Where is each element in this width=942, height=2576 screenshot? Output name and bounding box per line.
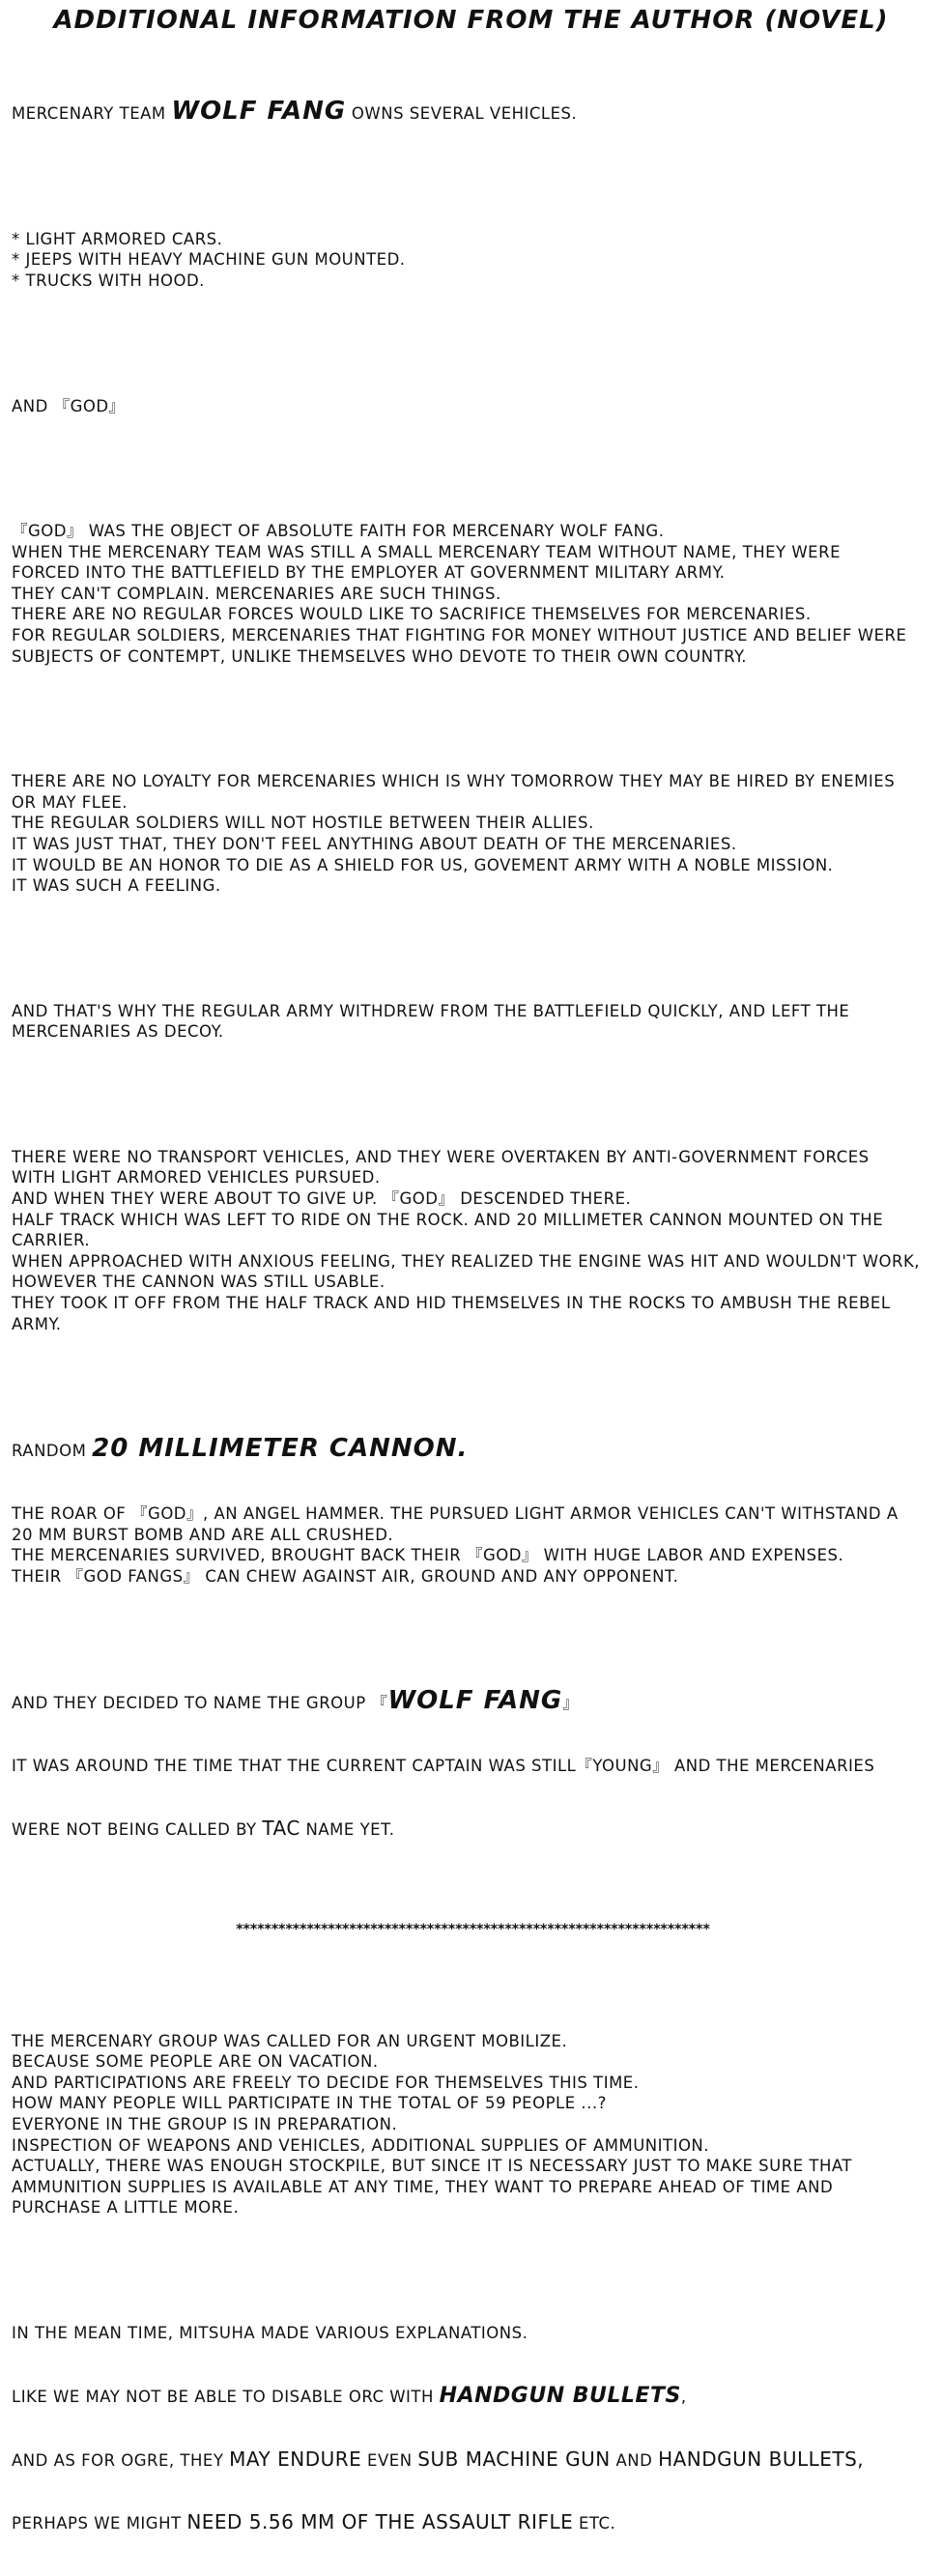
cannon-emphasis: 20 MILLIMETER CANNON.: [92, 1434, 469, 1464]
text-line: IT WAS SUCH A FEELING.: [12, 876, 221, 896]
handgun-post: ,: [680, 2387, 687, 2406]
ogre-f: HANDGUN BULLETS,: [658, 2447, 865, 2471]
article-body: [12, 60, 934, 2576]
text-line: CARRIER.: [12, 1231, 91, 1250]
text-line: THE REGULAR SOLDIERS WILL NOT HOSTILE BETWEEN THEIR ALLIES.: [12, 814, 594, 833]
paragraph-4: [12, 1147, 934, 1334]
handgun-line: [12, 2383, 934, 2408]
text-line: THERE ARE NO LOYALTY FOR MERCENARIES WHICH IS WHY TOMORROW THEY MAY BE HIRED BY ENEMIES: [12, 772, 896, 791]
text-line: ACTUALLY, THERE WAS ENOUGH STOCKPILE, BUT SINCE IT IS NECESSARY JUST TO MAKE SURE THAT: [12, 2157, 852, 2176]
rifle-c: ETC.: [573, 2514, 616, 2533]
paragraph-1: [12, 521, 934, 667]
ogre-a: AND AS FOR OGRE, THEY: [12, 2450, 230, 2470]
text-line: WHEN THE MERCENARY TEAM WAS STILL A SMALL MERCENARY TEAM WITHOUT NAME, THEY WERE: [12, 542, 841, 561]
paragraph-2: [12, 771, 934, 897]
text-line: BECAUSE SOME PEOPLE ARE ON VACATION.: [12, 2052, 379, 2072]
text-line: 20 MM BURST BOMB AND ARE ALL CRUSHED.: [12, 1525, 394, 1544]
tac-line: [12, 1818, 934, 1841]
section-separator: *******************************************************************: [236, 1922, 710, 1938]
text-line: ARMY.: [12, 1314, 62, 1333]
page-title: ADDITIONAL INFORMATION FROM THE AUTHOR (NOVEL): [53, 6, 889, 35]
text-line: MERCENARIES AS DECOY.: [12, 1022, 224, 1042]
paragraph-5: [12, 1503, 934, 1587]
text-line: IT WAS JUST THAT, THEY DON'T FEEL ANYTHING ABOUT DEATH OF THE MERCENARIES.: [12, 834, 737, 853]
tac-post: NAME YET.: [300, 1819, 395, 1839]
text-line: IT WOULD BE AN HONOR TO DIE AS A SHIELD FOR US, GOVEMENT ARMY WITH A NOBLE MISSION.: [12, 855, 834, 874]
text-line: FOR REGULAR SOLDIERS, MERCENARIES THAT FIGHTING FOR MONEY WITHOUT JUSTICE AND BELIEF WERE: [12, 626, 907, 645]
intro-line: [12, 97, 934, 127]
cannon-line: [12, 1434, 934, 1464]
rifle-b: NEED 5.56 MM OF THE ASSAULT RIFLE: [186, 2510, 574, 2534]
tac-word: TAC: [262, 1816, 300, 1840]
handgun-pre: LIKE WE MAY NOT BE ABLE TO DISABLE ORC WITH: [12, 2387, 440, 2406]
text-line: HOWEVER THE CANNON WAS STILL USABLE.: [12, 1273, 385, 1292]
rifle-line: [12, 2512, 934, 2534]
intro-post: OWNS SEVERAL VEHICLES.: [346, 104, 578, 124]
text-line: AND THAT'S WHY THE REGULAR ARMY WITHDREW FROM THE BATTLEFIELD QUICKLY, AND LEFT THE: [12, 1001, 850, 1020]
text-line: THERE ARE NO REGULAR FORCES WOULD LIKE TO SACRIFICE THEMSELVES FOR MERCENARIES.: [12, 605, 812, 624]
text-line: THE ROAR OF 『GOD』, AN ANGEL HAMMER. THE PURSUED LIGHT ARMOR VEHICLES CAN'T WITHSTAND A: [12, 1503, 899, 1523]
text-line: INSPECTION OF WEAPONS AND VEHICLES, ADDITIONAL SUPPLIES OF AMMUNITION.: [12, 2135, 710, 2155]
text-line: THEIR 『GOD FANGS』 CAN CHEW AGAINST AIR, GROUND AND ANY OPPONENT.: [12, 1566, 679, 1586]
text-line: WITH LIGHT ARMORED VEHICLES PURSUED.: [12, 1168, 381, 1188]
and-god-line: AND 『GOD』: [12, 396, 126, 415]
naming-pre: AND THEY DECIDED TO NAME THE GROUP 『: [12, 1694, 388, 1713]
text-line: 『GOD』 WAS THE OBJECT OF ABSOLUTE FAITH FOR MERCENARY WOLF FANG.: [12, 522, 665, 541]
explanation-line: IN THE MEAN TIME, MITSUHA MADE VARIOUS EXPLANATIONS.: [12, 2323, 528, 2342]
text-line: AND WHEN THEY WERE ABOUT TO GIVE UP. 『GOD』 DESCENDED THERE.: [12, 1189, 632, 1209]
text-line: WHEN APPROACHED WITH ANXIOUS FEELING, THEY REALIZED THE ENGINE WAS HIT AND WOULDN'T WORK,: [12, 1251, 921, 1271]
group-name-emphasis: WOLF FANG: [387, 1686, 563, 1716]
text-line: FORCED INTO THE BATTLEFIELD BY THE EMPLOYER AT GOVERNMENT MILITARY ARMY.: [12, 563, 726, 583]
text-line: EVERYONE IN THE GROUP IS IN PREPARATION.: [12, 2115, 398, 2133]
text-line: THERE WERE NO TRANSPORT VEHICLES, AND THEY WERE OVERTAKEN BY ANTI-GOVERNMENT FORCES: [12, 1147, 870, 1166]
vehicle-list: [12, 229, 934, 292]
ogre-line: [12, 2449, 934, 2472]
text-line: AMMUNITION SUPPLIES IS AVAILABLE AT ANY TIME, THEY WANT TO PREPARE AHEAD OF TIME AND: [12, 2177, 834, 2196]
handgun-emphasis: HANDGUN BULLETS: [439, 2383, 681, 2408]
ogre-c: EVEN: [361, 2450, 418, 2470]
paragraph-3: [12, 1001, 934, 1043]
text-line: THE MERCENARIES SURVIVED, BROUGHT BACK THEIR 『GOD』 WITH HUGE LABOR AND EXPENSES.: [12, 1546, 844, 1565]
rifle-a: PERHAPS WE MIGHT: [12, 2514, 187, 2533]
text-line: THEY CAN'T COMPLAIN. MERCENARIES ARE SUCH THINGS.: [12, 584, 501, 603]
cannon-pre: RANDOM: [12, 1442, 93, 1461]
team-name-emphasis: WOLF FANG: [171, 97, 347, 127]
paragraph-6: [12, 1756, 934, 1777]
text-line: IT WAS AROUND THE TIME THAT THE CURRENT CAPTAIN WAS STILL『YOUNG』 AND THE MERCENARIES: [12, 1757, 875, 1776]
tac-pre: WERE NOT BEING CALLED BY: [12, 1819, 263, 1839]
ogre-b: MAY ENDURE: [229, 2447, 362, 2471]
text-line: * JEEPS WITH HEAVY MACHINE GUN MOUNTED.: [12, 250, 406, 270]
text-line: THEY TOOK IT OFF FROM THE HALF TRACK AND HID THEMSELVES IN THE ROCKS TO AMBUSH THE REBEL: [12, 1294, 891, 1313]
text-line: OR MAY FLEE.: [12, 792, 128, 812]
text-line: THE MERCENARY GROUP WAS CALLED FOR AN URGENT MOBILIZE.: [12, 2031, 568, 2050]
text-line: HALF TRACK WHICH WAS LEFT TO RIDE ON THE ROCK. AND 20 MILLIMETER CANNON MOUNTED ON THE: [12, 1210, 884, 1229]
text-line: HOW MANY PEOPLE WILL PARTICIPATE IN THE TOTAL OF 59 PEOPLE ...?: [12, 2094, 607, 2113]
paragraph-7: [12, 2031, 934, 2218]
naming-post: 』: [562, 1694, 580, 1713]
text-line: AND PARTICIPATIONS ARE FREELY TO DECIDE FOR THEMSELVES THIS TIME.: [12, 2073, 640, 2092]
ogre-e: AND: [610, 2450, 659, 2470]
text-line: PURCHASE A LITTLE MORE.: [12, 2198, 240, 2218]
ogre-d: SUB MACHINE GUN: [417, 2447, 611, 2471]
text-line: * TRUCKS WITH HOOD.: [12, 271, 205, 290]
intro-pre: MERCENARY TEAM: [12, 104, 172, 124]
text-line: SUBJECTS OF CONTEMPT, UNLIKE THEMSELVES WHO DEVOTE TO THEIR OWN COUNTRY.: [12, 646, 748, 666]
text-line: * LIGHT ARMORED CARS.: [12, 229, 223, 248]
naming-line: [12, 1686, 934, 1716]
